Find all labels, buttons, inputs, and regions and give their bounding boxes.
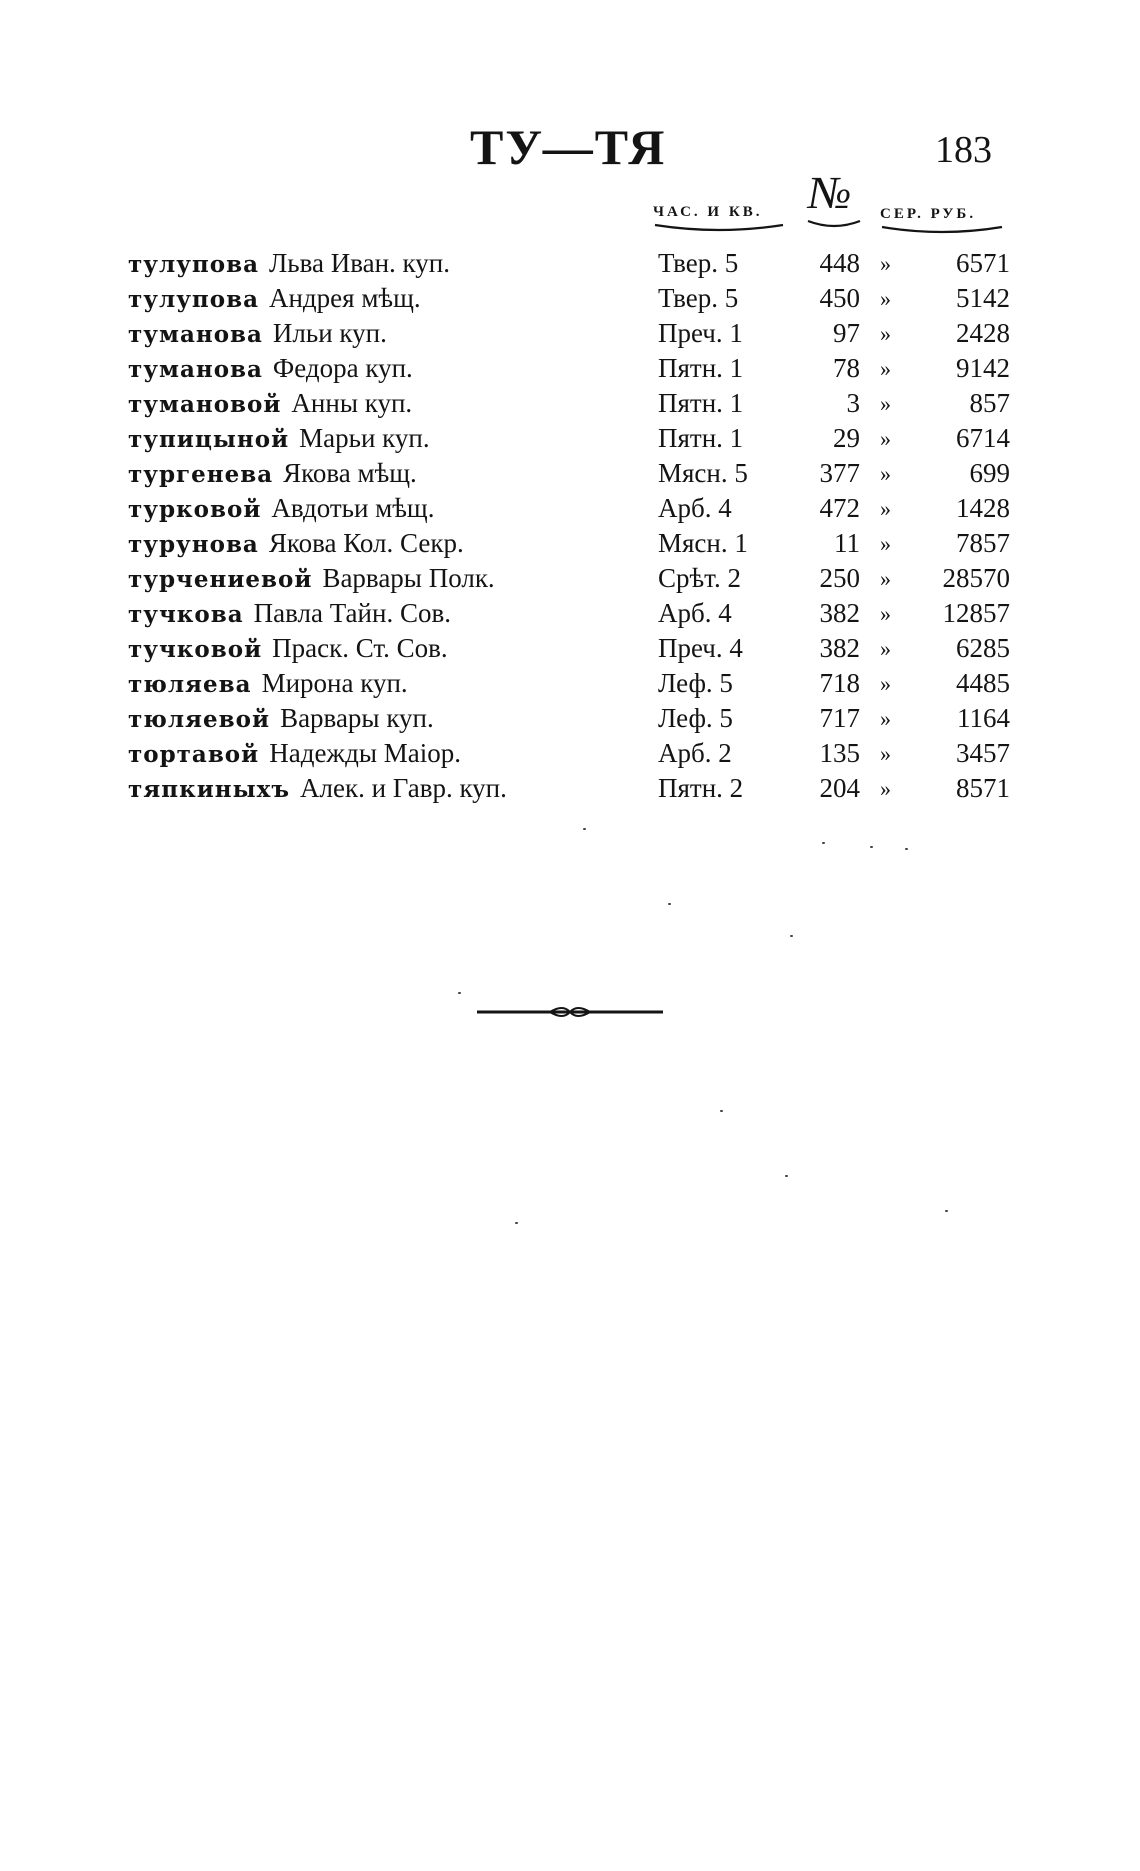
table-row xyxy=(128,736,1008,771)
table-row xyxy=(128,316,1008,351)
running-head: ТУ—ТЯ xyxy=(470,119,667,175)
entry-given-name: Андрея мѣщ. xyxy=(268,283,421,313)
table-row xyxy=(128,281,1008,316)
table-row xyxy=(128,596,1008,631)
column-head-amount-label: СЕР. РУБ. xyxy=(880,206,977,222)
print-speck xyxy=(668,903,671,905)
entry-quarter: Срѣт. 2 xyxy=(658,563,741,593)
entry-given-name: Федора куп. xyxy=(272,353,413,383)
entry-amount: 1428 xyxy=(956,493,1010,523)
entry-name xyxy=(128,491,434,527)
entry-amount: 3457 xyxy=(956,738,1010,768)
entry-house-number: 377 xyxy=(819,458,860,488)
entry-quarter: Мясн. 1 xyxy=(658,528,748,558)
entry-house-number: 29 xyxy=(833,423,860,453)
entry-surname: туманова xyxy=(128,321,263,348)
entry-surname: тупицыной xyxy=(128,426,290,453)
entry-quarter: Пятн. 1 xyxy=(658,423,744,453)
print-speck xyxy=(583,828,586,830)
entry-name xyxy=(128,701,434,737)
entry-name xyxy=(128,596,451,632)
entry-surname: тулупова xyxy=(128,251,259,278)
entry-surname: турковой xyxy=(128,496,262,523)
entry-amount: 6285 xyxy=(956,633,1010,663)
entry-amount: 5142 xyxy=(956,283,1010,313)
column-head-amount xyxy=(880,206,1004,235)
entry-name xyxy=(128,421,430,457)
table-row xyxy=(128,631,1008,666)
entry-house-number: 204 xyxy=(819,773,860,803)
print-speck xyxy=(720,1110,723,1112)
page-number: 183 xyxy=(935,129,992,171)
table-row xyxy=(128,456,1008,491)
print-speck xyxy=(458,992,461,994)
register-table xyxy=(128,246,1008,806)
entry-name xyxy=(128,736,461,772)
entry-given-name: Якова Кол. Секр. xyxy=(268,528,464,558)
entry-quarter: Леф. 5 xyxy=(658,703,733,733)
entry-ditto-mark: » xyxy=(880,391,891,416)
table-row xyxy=(128,701,1008,736)
entry-quarter: Преч. 1 xyxy=(658,318,743,348)
entry-given-name: Мирона куп. xyxy=(261,668,408,698)
print-speck xyxy=(870,846,873,848)
entry-quarter: Леф. 5 xyxy=(658,668,733,698)
entry-ditto-mark: » xyxy=(880,251,891,276)
entry-surname: тюляева xyxy=(128,671,252,698)
table-row xyxy=(128,246,1008,281)
entry-quarter: Пятн. 1 xyxy=(658,388,744,418)
entry-surname: тумановой xyxy=(128,391,282,418)
entry-amount: 12857 xyxy=(942,598,1010,628)
print-speck xyxy=(515,1222,518,1224)
entry-ditto-mark: » xyxy=(880,601,891,626)
entry-amount: 7857 xyxy=(956,528,1010,558)
entry-quarter: Преч. 4 xyxy=(658,633,743,663)
entry-given-name: Варвары Полк. xyxy=(322,563,495,593)
entry-given-name: Марьи куп. xyxy=(299,423,430,453)
entry-surname: тургенева xyxy=(128,461,274,488)
table-row xyxy=(128,386,1008,421)
entry-house-number: 11 xyxy=(834,528,860,558)
entry-ditto-mark: » xyxy=(880,496,891,521)
entry-given-name: Анны куп. xyxy=(291,388,413,418)
entry-quarter: Пятн. 1 xyxy=(658,353,744,383)
entry-amount: 6714 xyxy=(956,423,1010,453)
entry-ditto-mark: » xyxy=(880,461,891,486)
entry-amount: 4485 xyxy=(956,668,1010,698)
entry-house-number: 382 xyxy=(819,598,860,628)
entry-ditto-mark: » xyxy=(880,706,891,731)
entry-given-name: Авдотьи мѣщ. xyxy=(271,493,435,523)
table-row xyxy=(128,666,1008,701)
entry-house-number: 450 xyxy=(819,283,860,313)
entry-given-name: Надежды Маіор. xyxy=(269,738,461,768)
number-sign: № xyxy=(808,167,852,218)
entry-name xyxy=(128,386,412,422)
table-row xyxy=(128,491,1008,526)
entry-ditto-mark: » xyxy=(880,566,891,591)
entry-amount: 9142 xyxy=(956,353,1010,383)
entry-name xyxy=(128,246,450,282)
entry-given-name: Льва Иван. куп. xyxy=(268,248,450,278)
entry-name xyxy=(128,526,464,562)
entry-name xyxy=(128,666,408,702)
entry-house-number: 135 xyxy=(819,738,860,768)
entry-amount: 699 xyxy=(969,458,1010,488)
entry-quarter: Мясн. 5 xyxy=(658,458,748,488)
entry-amount: 8571 xyxy=(956,773,1010,803)
entry-name xyxy=(128,316,387,352)
column-head-quarter-label: ЧАС. И КВ. xyxy=(653,204,763,220)
entry-amount: 857 xyxy=(969,388,1010,418)
table-row xyxy=(128,771,1008,806)
entry-name xyxy=(128,456,417,492)
entry-surname: тучковой xyxy=(128,636,263,663)
entry-house-number: 250 xyxy=(819,563,860,593)
entry-quarter: Арб. 2 xyxy=(658,738,732,768)
entry-name xyxy=(128,351,413,387)
entry-house-number: 448 xyxy=(819,248,860,278)
entry-amount: 2428 xyxy=(956,318,1010,348)
entry-quarter: Пятн. 2 xyxy=(658,773,744,803)
entry-name xyxy=(128,771,507,807)
print-speck xyxy=(790,935,793,937)
entry-name xyxy=(128,281,421,317)
entry-ditto-mark: » xyxy=(880,531,891,556)
tailpiece-ornament xyxy=(475,1000,665,1024)
entry-ditto-mark: » xyxy=(880,321,891,346)
entry-surname: тучкова xyxy=(128,601,244,628)
entry-ditto-mark: » xyxy=(880,671,891,696)
table-row xyxy=(128,526,1008,561)
print-speck xyxy=(822,842,825,844)
entry-surname: тулупова xyxy=(128,286,259,313)
entry-house-number: 472 xyxy=(819,493,860,523)
print-speck xyxy=(905,848,908,850)
entry-house-number: 3 xyxy=(846,388,860,418)
entry-ditto-mark: » xyxy=(880,741,891,766)
entry-given-name: Якова мѣщ. xyxy=(283,458,417,488)
brace-ornament xyxy=(653,223,785,233)
table-row xyxy=(128,351,1008,386)
print-speck xyxy=(945,1210,948,1212)
entry-quarter: Арб. 4 xyxy=(658,493,732,523)
entry-given-name: Павла Тайн. Сов. xyxy=(253,598,451,628)
entry-house-number: 382 xyxy=(819,633,860,663)
table-row xyxy=(128,421,1008,456)
column-head-number xyxy=(808,166,862,229)
table-row xyxy=(128,561,1008,596)
entry-surname: тяпкиныхъ xyxy=(128,776,290,803)
entry-house-number: 718 xyxy=(819,668,860,698)
entry-surname: тюляевой xyxy=(128,706,271,733)
entry-house-number: 97 xyxy=(833,318,860,348)
entry-house-number: 717 xyxy=(819,703,860,733)
entry-given-name: Ильи куп. xyxy=(272,318,387,348)
entry-surname: турчениевой xyxy=(128,566,313,593)
entry-surname: туманова xyxy=(128,356,263,383)
entry-name xyxy=(128,631,448,667)
brace-ornament xyxy=(880,225,1004,235)
entry-surname: турунова xyxy=(128,531,259,558)
entry-name xyxy=(128,561,495,597)
entry-ditto-mark: » xyxy=(880,356,891,381)
entry-house-number: 78 xyxy=(833,353,860,383)
entry-ditto-mark: » xyxy=(880,776,891,801)
entry-given-name: Праск. Ст. Сов. xyxy=(272,633,448,663)
entry-amount: 28570 xyxy=(942,563,1010,593)
print-speck xyxy=(785,1175,788,1177)
entry-surname: тортавой xyxy=(128,741,260,768)
entry-ditto-mark: » xyxy=(880,286,891,311)
entry-quarter: Твер. 5 xyxy=(658,283,739,313)
brace-ornament xyxy=(806,219,862,229)
entry-given-name: Алек. и Гавр. куп. xyxy=(300,773,507,803)
entry-given-name: Варвары куп. xyxy=(280,703,434,733)
column-head-quarter xyxy=(653,204,785,233)
entry-quarter: Арб. 4 xyxy=(658,598,732,628)
entry-quarter: Твер. 5 xyxy=(658,248,739,278)
entry-ditto-mark: » xyxy=(880,636,891,661)
entry-amount: 6571 xyxy=(956,248,1010,278)
entry-ditto-mark: » xyxy=(880,426,891,451)
entry-amount: 1164 xyxy=(957,703,1010,733)
